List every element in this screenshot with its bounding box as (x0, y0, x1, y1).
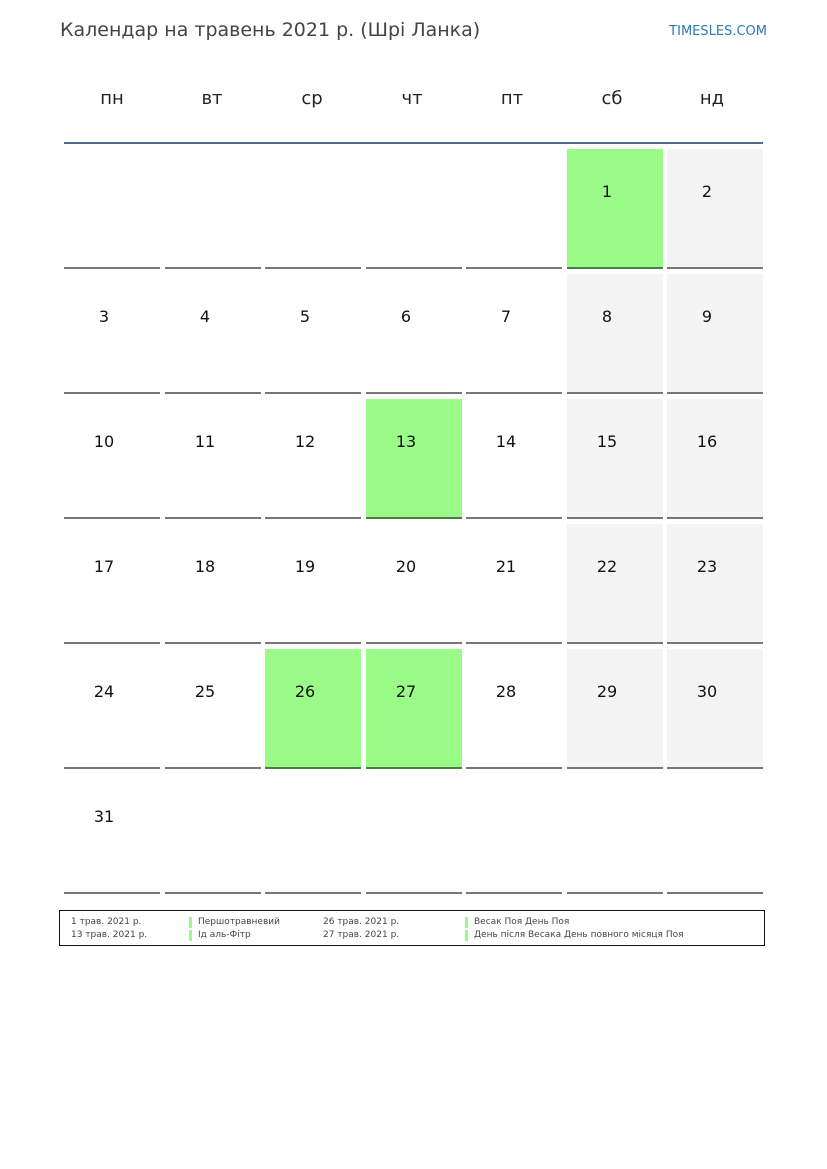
day-number: 30 (696, 682, 718, 701)
legend-holiday-marker (465, 917, 468, 928)
site-link[interactable]: TIMESLES.COM (669, 24, 767, 39)
day-number: 16 (696, 432, 718, 451)
calendar-day (64, 274, 160, 394)
calendar-day (466, 524, 562, 644)
calendar-day (567, 524, 663, 644)
legend-holiday-marker (189, 930, 192, 941)
legend-holiday-name: Весак Поя День Поя (474, 917, 570, 927)
weekday-label: пн (100, 88, 124, 109)
calendar-day (366, 774, 462, 894)
day-number: 17 (93, 557, 115, 576)
calendar-day (265, 274, 361, 394)
calendar-day (165, 149, 261, 269)
calendar-day (165, 774, 261, 894)
calendar-day (165, 399, 261, 519)
day-number: 8 (601, 307, 613, 326)
day-number: 29 (596, 682, 618, 701)
day-number: 22 (596, 557, 618, 576)
calendar-day (567, 274, 663, 394)
weekday-label: вт (201, 88, 223, 109)
day-number: 2 (701, 182, 713, 201)
legend-date: 13 трав. 2021 р. (71, 930, 148, 940)
calendar-day (466, 399, 562, 519)
calendar-day (165, 274, 261, 394)
legend-holiday-marker (189, 917, 192, 928)
day-number: 11 (194, 432, 216, 451)
day-number: 9 (701, 307, 713, 326)
day-number: 12 (294, 432, 316, 451)
calendar-day (466, 149, 562, 269)
day-number: 4 (199, 307, 211, 326)
holiday-legend (59, 910, 765, 946)
weekday-label: сб (601, 88, 623, 109)
day-number: 13 (395, 432, 417, 451)
day-number: 31 (93, 807, 115, 826)
calendar-day (265, 774, 361, 894)
calendar-day (667, 399, 763, 519)
day-number: 6 (400, 307, 412, 326)
calendar-day (667, 274, 763, 394)
calendar-day-holiday (265, 649, 361, 769)
weekday-label: ср (301, 88, 323, 109)
calendar-day (466, 774, 562, 894)
legend-date: 1 трав. 2021 р. (71, 917, 142, 927)
day-number: 28 (495, 682, 517, 701)
day-number: 7 (500, 307, 512, 326)
day-number: 15 (596, 432, 618, 451)
legend-holiday-name: Першотравневий (198, 917, 280, 927)
legend-holiday-marker (465, 930, 468, 941)
day-number: 23 (696, 557, 718, 576)
calendar-day (567, 649, 663, 769)
day-number: 5 (299, 307, 311, 326)
day-number: 10 (93, 432, 115, 451)
calendar-day (366, 149, 462, 269)
day-number: 1 (601, 182, 613, 201)
calendar-day (165, 649, 261, 769)
calendar-day (64, 149, 160, 269)
calendar-day-holiday (567, 149, 663, 269)
legend-holiday-name: День після Весака День повного місяця Поя (474, 930, 684, 940)
calendar-day (366, 274, 462, 394)
calendar-day (64, 524, 160, 644)
calendar-day-holiday (366, 649, 462, 769)
calendar-day (667, 774, 763, 894)
calendar-day (567, 774, 663, 894)
calendar-day (64, 649, 160, 769)
calendar-day (265, 524, 361, 644)
calendar-day (265, 399, 361, 519)
calendar-day (466, 274, 562, 394)
day-number: 25 (194, 682, 216, 701)
calendar-day (165, 524, 261, 644)
legend-date: 26 трав. 2021 р. (323, 917, 400, 927)
calendar-day (64, 774, 160, 894)
calendar-day (667, 149, 763, 269)
day-number: 14 (495, 432, 517, 451)
calendar-day (265, 149, 361, 269)
day-number: 21 (495, 557, 517, 576)
day-number: 3 (98, 307, 110, 326)
calendar-day (567, 399, 663, 519)
calendar-day (667, 649, 763, 769)
day-number: 18 (194, 557, 216, 576)
calendar-day (64, 399, 160, 519)
day-number: 26 (294, 682, 316, 701)
day-number: 19 (294, 557, 316, 576)
weekday-label: пт (500, 88, 524, 109)
legend-holiday-name: Ід аль-Фітр (198, 930, 251, 940)
weekday-label: чт (401, 88, 423, 109)
day-number: 27 (395, 682, 417, 701)
calendar-day-holiday (366, 399, 462, 519)
weekday-label: нд (699, 88, 725, 109)
calendar-day (667, 524, 763, 644)
legend-date: 27 трав. 2021 р. (323, 930, 400, 940)
day-number: 20 (395, 557, 417, 576)
calendar-day (366, 524, 462, 644)
calendar-day (466, 649, 562, 769)
day-number: 24 (93, 682, 115, 701)
page-title: Календар на травень 2021 р. (Шрі Ланка) (60, 19, 481, 41)
